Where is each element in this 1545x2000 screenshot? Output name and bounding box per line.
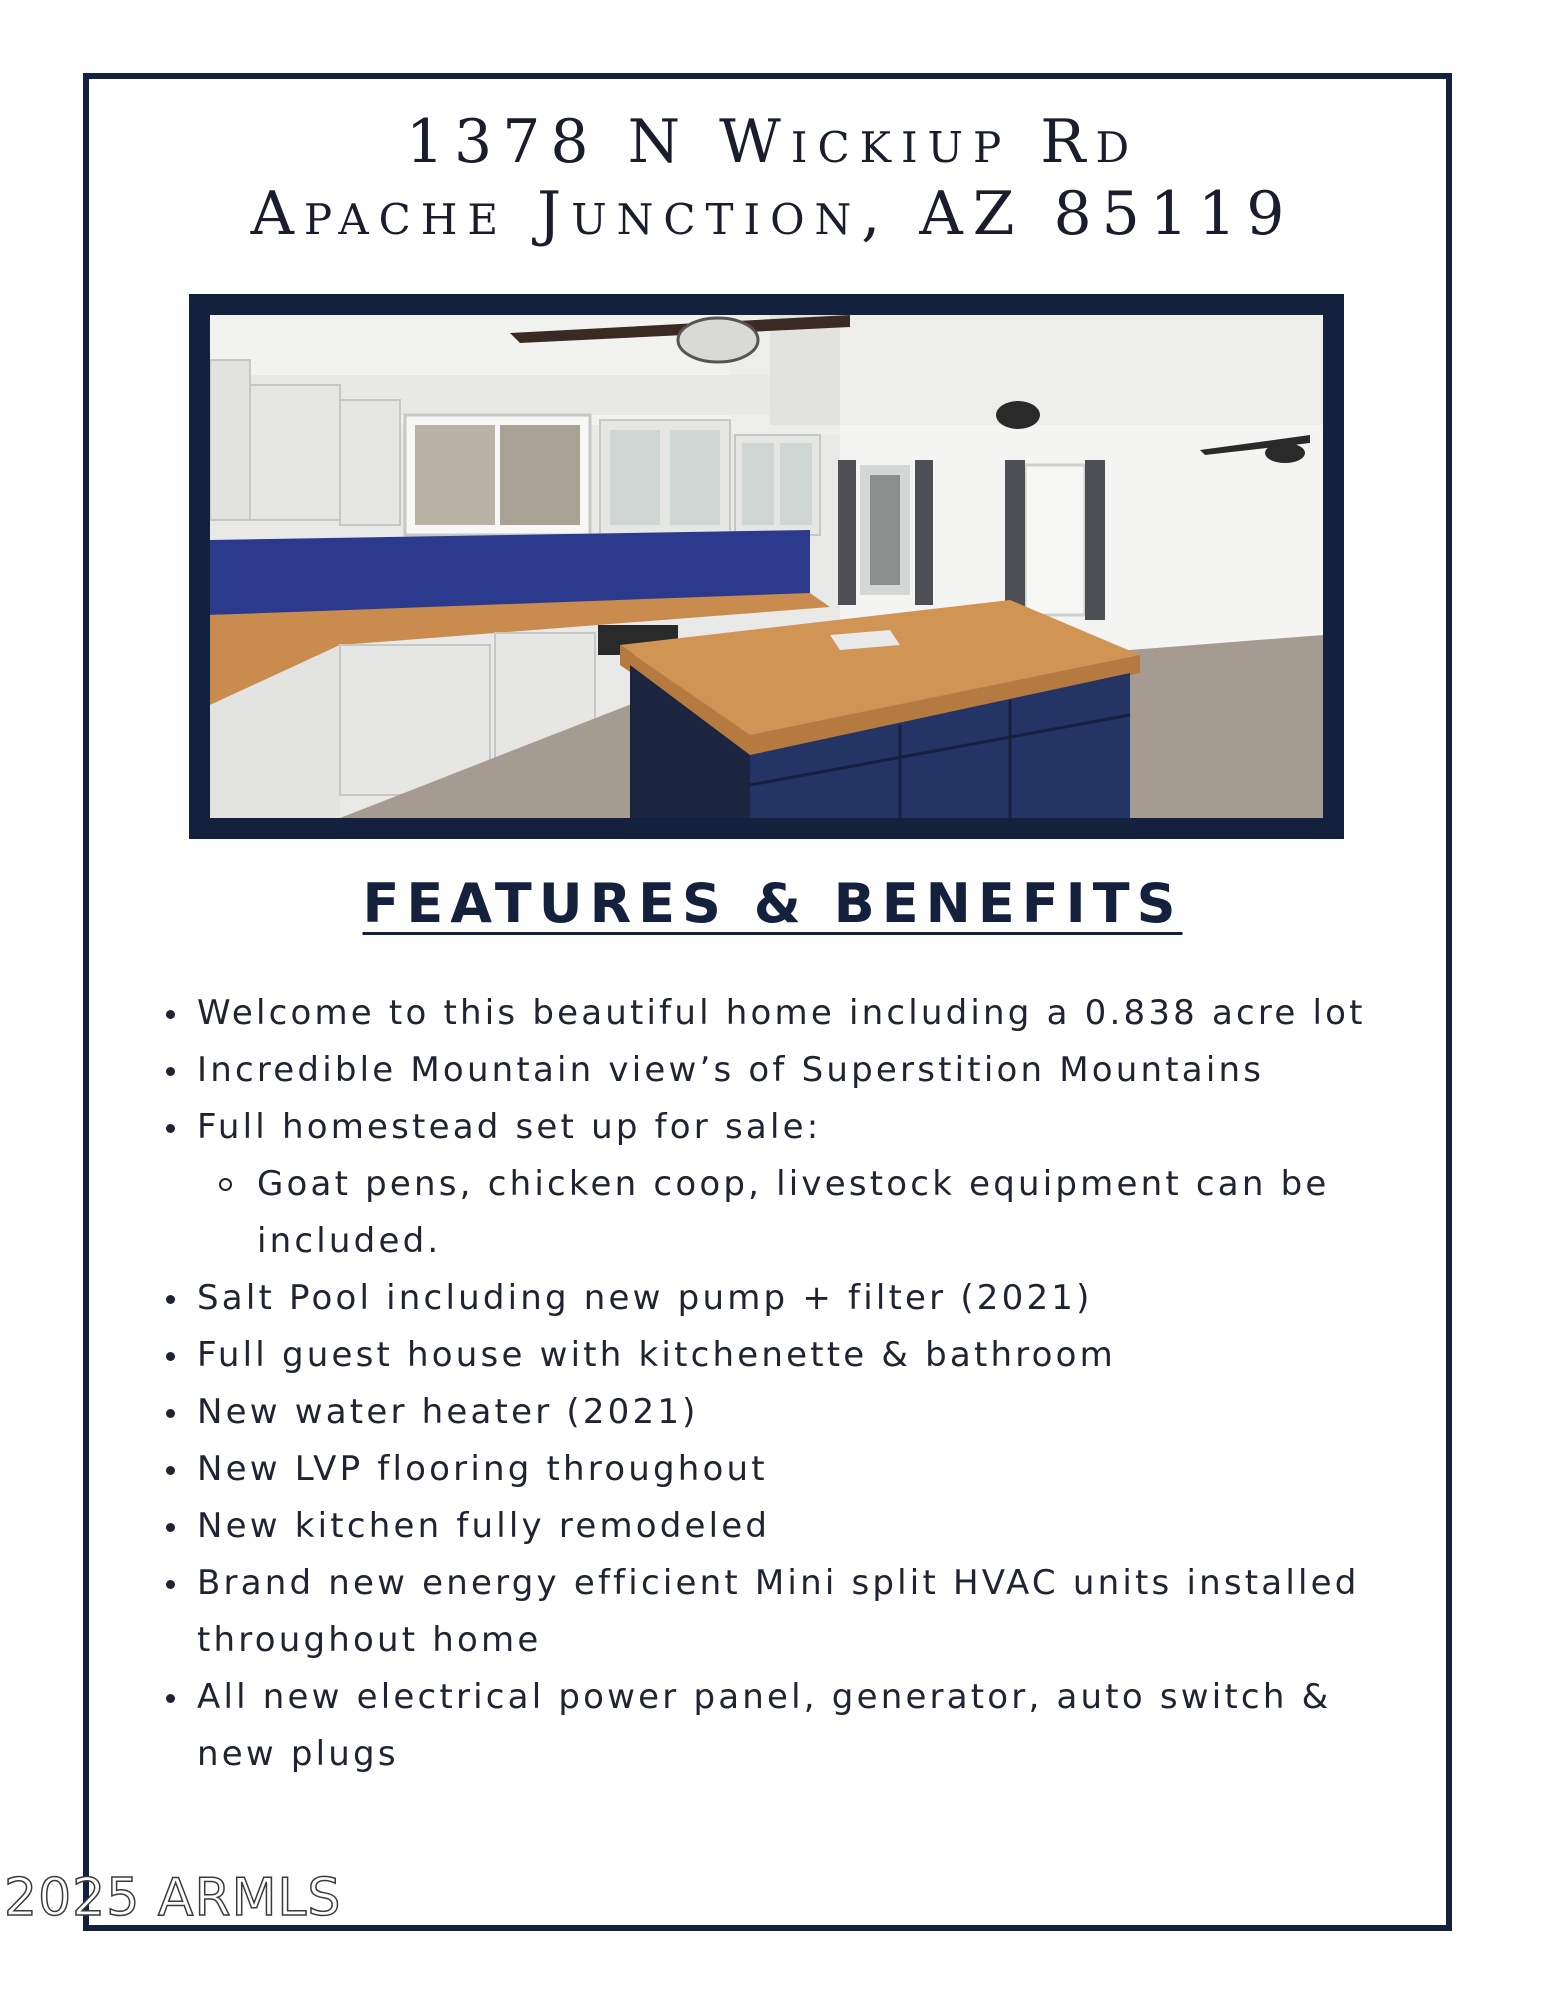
features-heading-text: FEATURES & BENEFITS bbox=[362, 872, 1183, 935]
feature-item: New water heater (2021) bbox=[154, 1384, 1414, 1441]
photo-frame bbox=[189, 294, 1344, 839]
feature-item: New kitchen fully remodeled bbox=[154, 1498, 1414, 1555]
feature-item: Salt Pool including new pump + filter (2021) bbox=[154, 1270, 1414, 1327]
feature-item: All new electrical power panel, generator, auto switch & new plugs bbox=[154, 1669, 1414, 1783]
features-heading bbox=[0, 872, 1545, 935]
armls-watermark: 2025 ARMLS bbox=[4, 1868, 342, 1928]
feature-item bbox=[154, 1099, 1414, 1270]
feature-item: Brand new energy efficient Mini split HVAC units installed throughout home bbox=[154, 1555, 1414, 1669]
feature-item: Welcome to this beautiful home including a 0.838 acre lot bbox=[154, 985, 1414, 1042]
feature-item: New LVP flooring throughout bbox=[154, 1441, 1414, 1498]
address-city-state-zip: Apache Junction, AZ 85119 bbox=[250, 179, 1295, 249]
kitchen-photo bbox=[210, 315, 1323, 818]
features-list bbox=[154, 985, 1414, 1783]
feature-item: Incredible Mountain view’s of Superstition Mountains bbox=[154, 1042, 1414, 1099]
feature-subitem: Goat pens, chicken coop, livestock equipment can be included. bbox=[197, 1156, 1414, 1270]
address-street: 1378 N Wickiup Rd bbox=[405, 107, 1140, 177]
feature-item-text: Full homestead set up for sale: bbox=[197, 1107, 822, 1147]
feature-item: Full guest house with kitchenette & bathroom bbox=[154, 1327, 1414, 1384]
feature-sublist bbox=[197, 1156, 1414, 1270]
